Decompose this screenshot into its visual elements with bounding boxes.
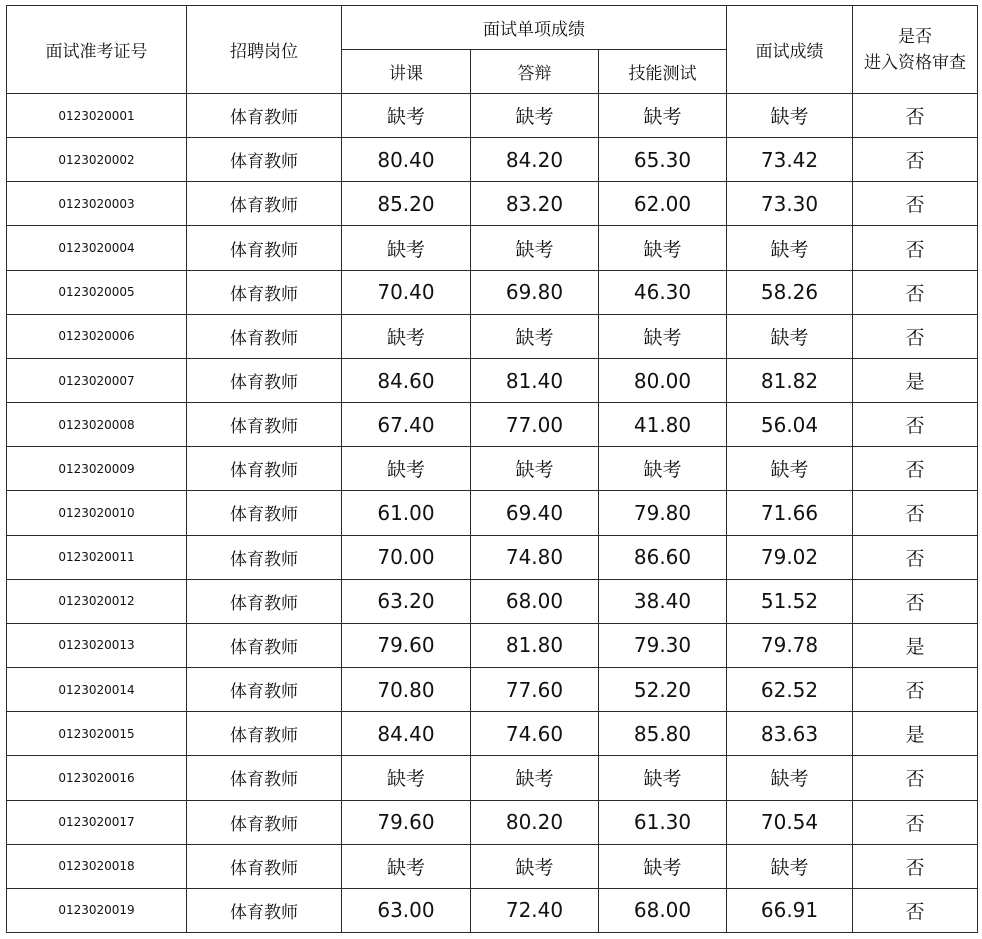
- cell-position: 体育教师: [187, 270, 342, 314]
- table-row: [7, 535, 978, 579]
- cell-lecture-score: 67.40: [342, 403, 471, 447]
- cell-skill-score: 79.30: [599, 623, 727, 667]
- cell-defense-score: 81.80: [471, 623, 599, 667]
- table-row: [7, 800, 978, 844]
- header-position: 招聘岗位: [187, 6, 342, 94]
- cell-interview-total: 83.63: [727, 712, 853, 756]
- header-interview-total: 面试成绩: [727, 6, 853, 94]
- cell-qualify: 否: [853, 226, 978, 270]
- cell-interview-total: 缺考: [727, 756, 853, 800]
- table-row: [7, 226, 978, 270]
- cell-skill-score: 79.80: [599, 491, 727, 535]
- table-row: [7, 668, 978, 712]
- cell-position: 体育教师: [187, 314, 342, 358]
- cell-interview-total: 62.52: [727, 668, 853, 712]
- cell-position: 体育教师: [187, 138, 342, 182]
- cell-position: 体育教师: [187, 844, 342, 888]
- interview-score-table: [6, 5, 978, 933]
- cell-qualify: 否: [853, 491, 978, 535]
- cell-defense-score: 缺考: [471, 447, 599, 491]
- cell-exam-id: 0123020004: [7, 226, 187, 270]
- cell-lecture-score: 70.00: [342, 535, 471, 579]
- cell-lecture-score: 80.40: [342, 138, 471, 182]
- table-row: [7, 844, 978, 888]
- cell-skill-score: 缺考: [599, 94, 727, 138]
- cell-skill-score: 缺考: [599, 314, 727, 358]
- cell-skill-score: 缺考: [599, 844, 727, 888]
- cell-exam-id: 0123020009: [7, 447, 187, 491]
- cell-exam-id: 0123020015: [7, 712, 187, 756]
- table-row: [7, 623, 978, 667]
- cell-skill-score: 46.30: [599, 270, 727, 314]
- cell-position: 体育教师: [187, 94, 342, 138]
- table-row: [7, 314, 978, 358]
- cell-skill-score: 52.20: [599, 668, 727, 712]
- cell-defense-score: 81.40: [471, 358, 599, 402]
- cell-position: 体育教师: [187, 358, 342, 402]
- table-row: [7, 712, 978, 756]
- table-row: [7, 270, 978, 314]
- cell-exam-id: 0123020018: [7, 844, 187, 888]
- cell-defense-score: 74.80: [471, 535, 599, 579]
- cell-qualify: 否: [853, 668, 978, 712]
- cell-interview-total: 缺考: [727, 447, 853, 491]
- table-row: [7, 579, 978, 623]
- cell-position: 体育教师: [187, 491, 342, 535]
- cell-position: 体育教师: [187, 535, 342, 579]
- header-single-scores: 面试单项成绩: [342, 6, 727, 50]
- cell-qualify: 否: [853, 535, 978, 579]
- cell-lecture-score: 缺考: [342, 226, 471, 270]
- cell-defense-score: 77.60: [471, 668, 599, 712]
- cell-exam-id: 0123020016: [7, 756, 187, 800]
- cell-skill-score: 缺考: [599, 447, 727, 491]
- cell-qualify: 否: [853, 138, 978, 182]
- cell-skill-score: 缺考: [599, 756, 727, 800]
- cell-exam-id: 0123020019: [7, 888, 187, 932]
- cell-lecture-score: 85.20: [342, 182, 471, 226]
- cell-defense-score: 83.20: [471, 182, 599, 226]
- cell-interview-total: 70.54: [727, 800, 853, 844]
- cell-exam-id: 0123020008: [7, 403, 187, 447]
- cell-exam-id: 0123020014: [7, 668, 187, 712]
- cell-defense-score: 缺考: [471, 226, 599, 270]
- cell-qualify: 否: [853, 844, 978, 888]
- cell-skill-score: 38.40: [599, 579, 727, 623]
- cell-lecture-score: 84.40: [342, 712, 471, 756]
- cell-lecture-score: 缺考: [342, 844, 471, 888]
- cell-interview-total: 58.26: [727, 270, 853, 314]
- table-row: [7, 358, 978, 402]
- cell-exam-id: 0123020012: [7, 579, 187, 623]
- cell-qualify: 否: [853, 270, 978, 314]
- header-defense: 答辩: [471, 50, 599, 94]
- header-skill-test: 技能测试: [599, 50, 727, 94]
- cell-position: 体育教师: [187, 888, 342, 932]
- cell-interview-total: 79.78: [727, 623, 853, 667]
- header-row-primary: [7, 6, 978, 50]
- cell-interview-total: 缺考: [727, 226, 853, 270]
- cell-defense-score: 69.40: [471, 491, 599, 535]
- header-qualify: [853, 6, 978, 94]
- cell-exam-id: 0123020002: [7, 138, 187, 182]
- cell-exam-id: 0123020001: [7, 94, 187, 138]
- cell-defense-score: 缺考: [471, 844, 599, 888]
- cell-qualify: 否: [853, 888, 978, 932]
- cell-interview-total: 71.66: [727, 491, 853, 535]
- cell-lecture-score: 79.60: [342, 800, 471, 844]
- cell-exam-id: 0123020017: [7, 800, 187, 844]
- cell-lecture-score: 缺考: [342, 447, 471, 491]
- cell-exam-id: 0123020013: [7, 623, 187, 667]
- cell-position: 体育教师: [187, 579, 342, 623]
- cell-position: 体育教师: [187, 403, 342, 447]
- table-row: [7, 94, 978, 138]
- cell-defense-score: 77.00: [471, 403, 599, 447]
- cell-skill-score: 68.00: [599, 888, 727, 932]
- cell-position: 体育教师: [187, 756, 342, 800]
- cell-qualify: 否: [853, 579, 978, 623]
- table-row: [7, 888, 978, 932]
- cell-interview-total: 56.04: [727, 403, 853, 447]
- cell-skill-score: 85.80: [599, 712, 727, 756]
- cell-defense-score: 缺考: [471, 94, 599, 138]
- cell-interview-total: 79.02: [727, 535, 853, 579]
- table-row: [7, 138, 978, 182]
- cell-defense-score: 84.20: [471, 138, 599, 182]
- cell-interview-total: 66.91: [727, 888, 853, 932]
- cell-interview-total: 81.82: [727, 358, 853, 402]
- cell-exam-id: 0123020006: [7, 314, 187, 358]
- cell-interview-total: 73.42: [727, 138, 853, 182]
- cell-position: 体育教师: [187, 226, 342, 270]
- cell-lecture-score: 70.40: [342, 270, 471, 314]
- cell-qualify: 否: [853, 756, 978, 800]
- cell-exam-id: 0123020011: [7, 535, 187, 579]
- cell-position: 体育教师: [187, 712, 342, 756]
- header-exam-id: 面试准考证号: [7, 6, 187, 94]
- cell-exam-id: 0123020003: [7, 182, 187, 226]
- cell-defense-score: 缺考: [471, 314, 599, 358]
- cell-defense-score: 68.00: [471, 579, 599, 623]
- cell-position: 体育教师: [187, 668, 342, 712]
- cell-skill-score: 61.30: [599, 800, 727, 844]
- cell-position: 体育教师: [187, 447, 342, 491]
- cell-skill-score: 缺考: [599, 226, 727, 270]
- cell-qualify: 否: [853, 314, 978, 358]
- cell-skill-score: 62.00: [599, 182, 727, 226]
- cell-qualify: 否: [853, 447, 978, 491]
- cell-lecture-score: 84.60: [342, 358, 471, 402]
- cell-interview-total: 51.52: [727, 579, 853, 623]
- cell-qualify: 是: [853, 712, 978, 756]
- header-qualify-line2: 进入资格审查: [864, 52, 967, 73]
- cell-defense-score: 72.40: [471, 888, 599, 932]
- cell-qualify: 否: [853, 94, 978, 138]
- cell-lecture-score: 缺考: [342, 756, 471, 800]
- cell-defense-score: 80.20: [471, 800, 599, 844]
- table-row: [7, 403, 978, 447]
- cell-qualify: 否: [853, 800, 978, 844]
- cell-interview-total: 缺考: [727, 94, 853, 138]
- cell-lecture-score: 缺考: [342, 314, 471, 358]
- cell-position: 体育教师: [187, 800, 342, 844]
- cell-exam-id: 0123020010: [7, 491, 187, 535]
- cell-qualify: 否: [853, 403, 978, 447]
- cell-qualify: 否: [853, 182, 978, 226]
- cell-lecture-score: 63.00: [342, 888, 471, 932]
- cell-defense-score: 缺考: [471, 756, 599, 800]
- cell-skill-score: 41.80: [599, 403, 727, 447]
- cell-qualify: 是: [853, 623, 978, 667]
- cell-exam-id: 0123020007: [7, 358, 187, 402]
- cell-position: 体育教师: [187, 623, 342, 667]
- cell-skill-score: 80.00: [599, 358, 727, 402]
- cell-position: 体育教师: [187, 182, 342, 226]
- cell-qualify: 是: [853, 358, 978, 402]
- cell-defense-score: 74.60: [471, 712, 599, 756]
- table-row: [7, 182, 978, 226]
- table-row: [7, 756, 978, 800]
- cell-lecture-score: 缺考: [342, 94, 471, 138]
- table-body: [7, 94, 978, 933]
- table-header: [7, 6, 978, 94]
- cell-lecture-score: 61.00: [342, 491, 471, 535]
- cell-interview-total: 缺考: [727, 314, 853, 358]
- cell-skill-score: 86.60: [599, 535, 727, 579]
- cell-interview-total: 缺考: [727, 844, 853, 888]
- header-qualify-line1: 是否: [898, 26, 933, 47]
- cell-lecture-score: 63.20: [342, 579, 471, 623]
- table-row: [7, 491, 978, 535]
- cell-interview-total: 73.30: [727, 182, 853, 226]
- table-row: [7, 447, 978, 491]
- cell-lecture-score: 70.80: [342, 668, 471, 712]
- cell-skill-score: 65.30: [599, 138, 727, 182]
- header-lecture: 讲课: [342, 50, 471, 94]
- cell-defense-score: 69.80: [471, 270, 599, 314]
- cell-lecture-score: 79.60: [342, 623, 471, 667]
- cell-exam-id: 0123020005: [7, 270, 187, 314]
